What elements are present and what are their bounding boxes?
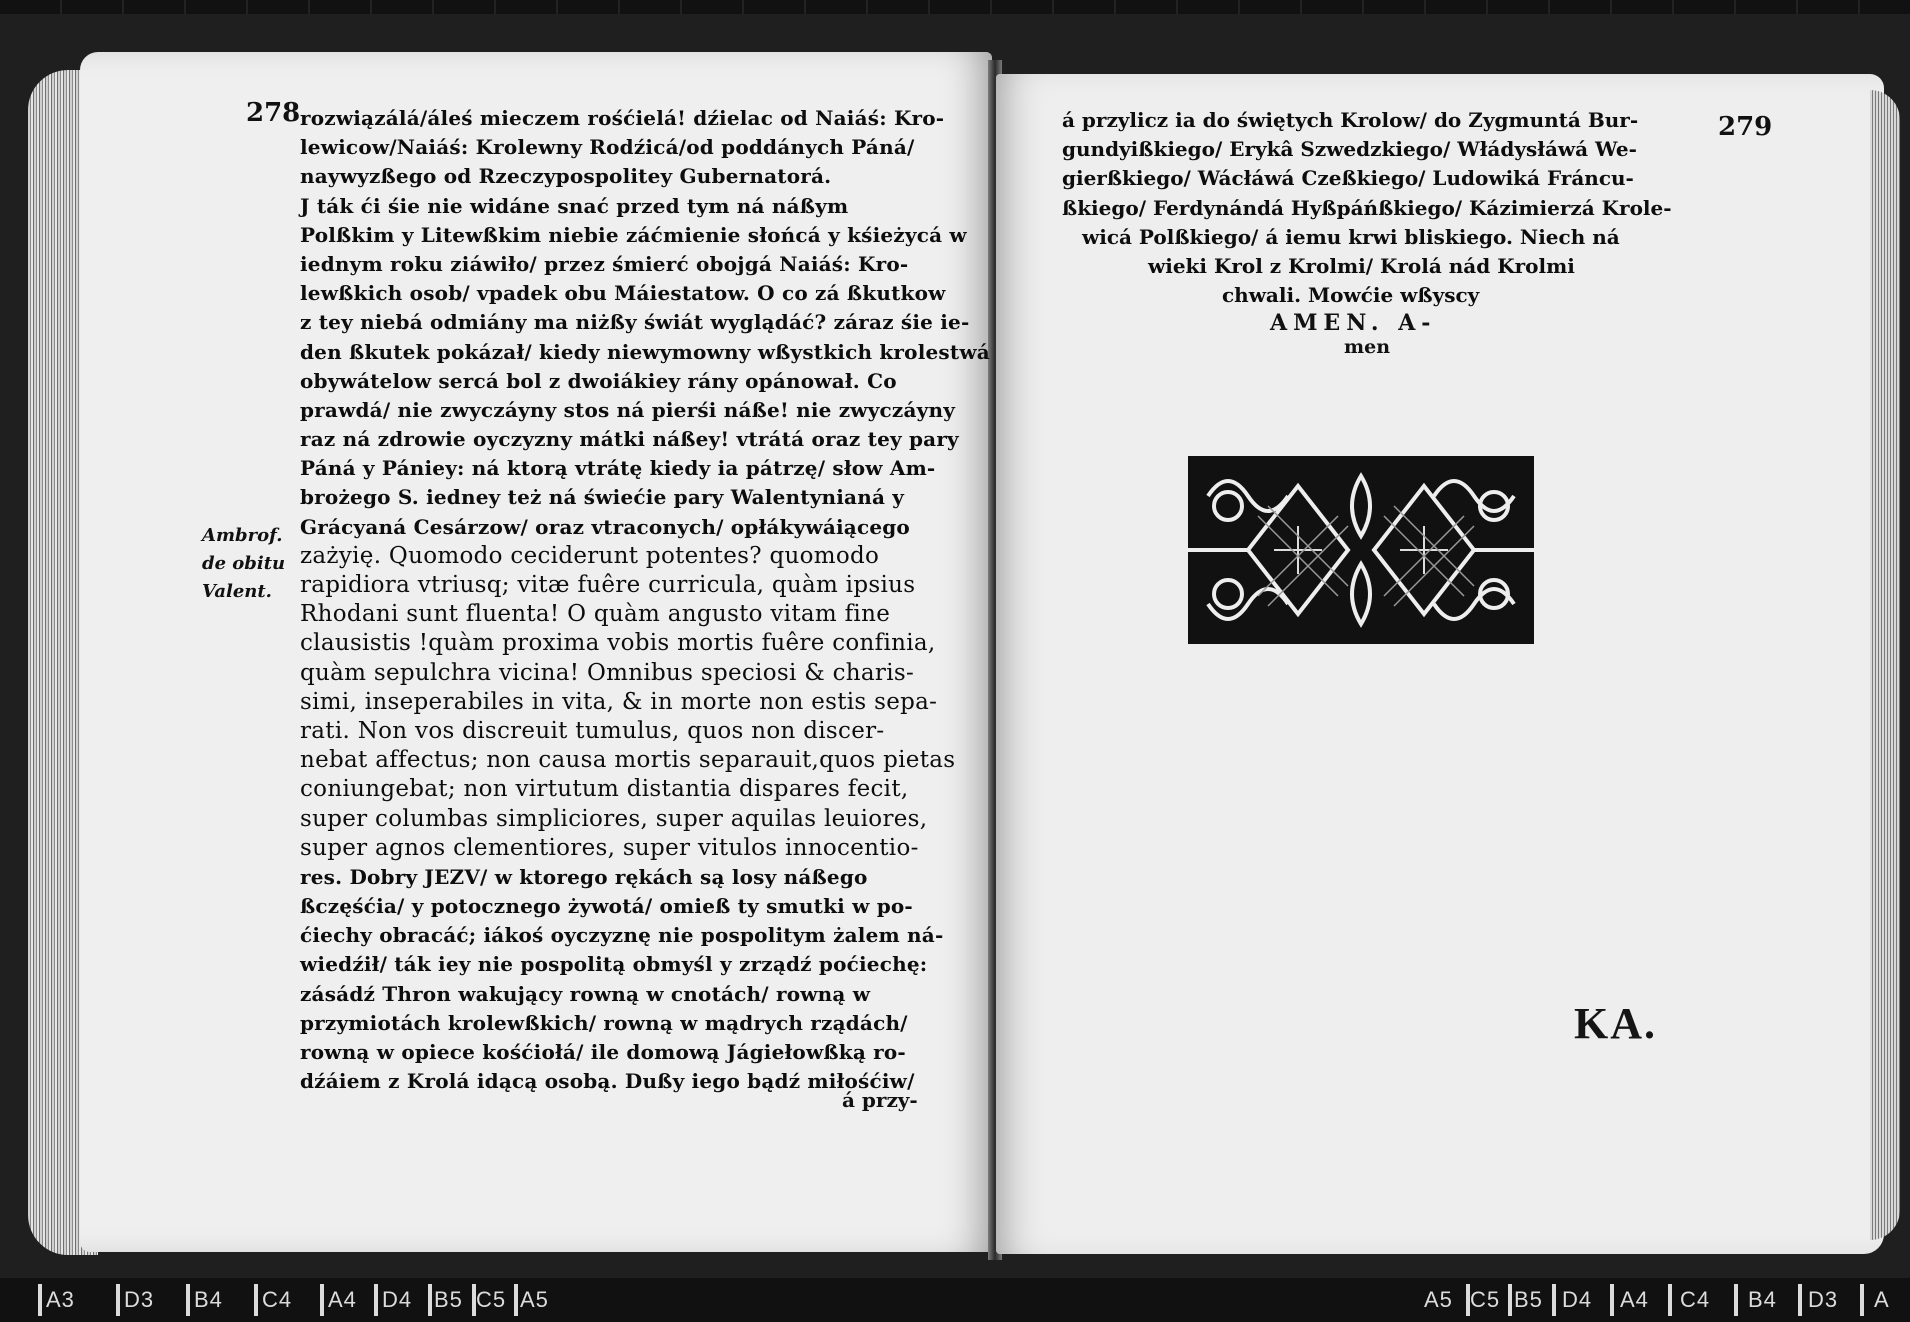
strip-label: C5 bbox=[1470, 1287, 1501, 1312]
text-line: super columbas simpliciores, super aquilas leuiores, bbox=[300, 805, 928, 832]
text-line: iednym roku ziáwiło/ przez śmierć obojgá Naiáś: Kro- bbox=[300, 251, 909, 276]
text-line: z tey niebá odmiány ma niżßy świát wyglądáć? záraz śie ie- bbox=[300, 310, 970, 335]
amen-block bbox=[1270, 310, 1436, 358]
strip-label: A5 bbox=[1424, 1287, 1453, 1312]
strip-divider bbox=[1610, 1284, 1614, 1316]
strip-label: B5 bbox=[434, 1287, 463, 1312]
text-line: Polßkim y Litewßkim niebie záćmienie słońcá y kśieżycá w bbox=[300, 222, 967, 247]
right-page-number: 279 bbox=[1718, 112, 1773, 142]
strip-label: D4 bbox=[382, 1287, 413, 1312]
strip-divider bbox=[1668, 1284, 1672, 1316]
marginal-note-line: de obitu bbox=[202, 553, 286, 574]
text-line: super agnos clementiores, super vitulos innocentio- bbox=[300, 834, 919, 861]
strip-divider bbox=[1552, 1284, 1556, 1316]
text-line: Rhodani sunt fluenta! O quàm angusto vitam fine bbox=[300, 601, 891, 628]
strip-divider bbox=[428, 1284, 432, 1316]
text-line: ßczęśćia/ y potocznego żywotá/ omieß ty smutki w po- bbox=[300, 894, 913, 919]
strip-label: D3 bbox=[1808, 1287, 1839, 1312]
strip-label: C4 bbox=[262, 1287, 293, 1312]
text-line: á przylicz ia do świętych Krolow/ do Zygmuntá Bur- bbox=[1062, 108, 1639, 132]
strip-divider bbox=[374, 1284, 378, 1316]
strip-label: A4 bbox=[328, 1287, 357, 1312]
text-line: rowną w opiece kośćiołá/ ile domową Jágiełowßką ro- bbox=[300, 1040, 906, 1064]
strip-label: A3 bbox=[46, 1287, 75, 1312]
marginal-note-line: Valent. bbox=[202, 581, 272, 602]
left-catchword: á przy- bbox=[842, 1088, 918, 1112]
text-line: rapidiora vtriusq; vitæ fuêre curricula, quàm ipsius bbox=[300, 572, 916, 598]
strip-label: A5 bbox=[520, 1287, 549, 1312]
strip-divider bbox=[1734, 1284, 1738, 1316]
text-line: naywyzßego od Rzeczypospolitey Gubernatorá. bbox=[300, 164, 832, 189]
text-line: raz ná zdrowie oyczyzny mátki náßey! vtrátá oraz tey pary bbox=[300, 427, 959, 452]
strip-label: A4 bbox=[1620, 1287, 1649, 1312]
text-line: rati. Non vos discreuit tumulus, quos non discer- bbox=[300, 717, 885, 744]
marginal-note-line: Ambrof. bbox=[202, 525, 283, 546]
text-line: res. Dobry JEZV/ w ktorego rękách są losy náßego bbox=[300, 864, 868, 889]
text-line: lewßkich osob/ vpadek obu Máiestatow. O co zá ßkutkow bbox=[300, 281, 946, 306]
text-line: Páná y Pániey: ná ktorą vtrátę kiedy ia pátrzę/ słow Am- bbox=[300, 456, 936, 481]
strip-label: B4 bbox=[1748, 1287, 1777, 1312]
text-line: clausistis !quàm proxima vobis mortis fuêre confinia, bbox=[300, 630, 936, 657]
strip-label: B4 bbox=[194, 1287, 223, 1312]
text-line: chwali. Mowćie wßyscy bbox=[1222, 283, 1480, 308]
strip-label: C5 bbox=[476, 1287, 507, 1312]
strip-label: C4 bbox=[1680, 1287, 1711, 1312]
text-line: wiedźił/ ták iey nie pospolitą obmyśl y zrządź poćiechę: bbox=[300, 952, 928, 977]
text-line: J ták ći śie nie widáne snać przed tym ná náßym bbox=[300, 193, 849, 218]
strip-divider bbox=[1860, 1284, 1864, 1316]
strip-divider bbox=[116, 1284, 120, 1316]
right-catchword: KA. bbox=[1574, 999, 1657, 1048]
marginal-note bbox=[202, 522, 285, 606]
text-line: prawdá/ nie zwyczáyny stos ná pierśi náße! nie zwyczáyny bbox=[300, 397, 956, 422]
text-line: przymiotách krolewßkich/ rowną w mądrych rządách/ bbox=[300, 1010, 908, 1035]
text-line: obywátelow sercá bol z dwoiákiey rány opánował. Co bbox=[300, 368, 897, 393]
text-line: quàm sepulchra vicina! Omnibus speciosi & charis- bbox=[300, 659, 915, 686]
text-line: ćiechy obracáć; iákoś oyczyznę nie pospolitym żalem ná- bbox=[300, 923, 944, 948]
text-line: rozwiązálá/áleś mieczem rośćielá! dźielac od Naiáś: Kro- bbox=[300, 106, 945, 130]
text-line: brożego S. iedney też ná świećie pary Walentynianá y bbox=[300, 485, 905, 510]
text-line: nebat affectus; non causa mortis separauit,quos pietas bbox=[300, 747, 956, 774]
text-line: zásádź Thron wakujący rowną w cnotách/ rowną w bbox=[300, 981, 871, 1006]
top-film-edge bbox=[0, 0, 1910, 14]
text-line: wicá Polßkiego/ á iemu krwi bliskiego. Niech ná bbox=[1082, 224, 1620, 249]
amen-continuation: men bbox=[1344, 336, 1391, 358]
text-line: coniungebat; non virtutum distantia dispares fecit, bbox=[300, 776, 909, 803]
book-fore-edge-right bbox=[1870, 90, 1900, 1240]
text-line: ßkiego/ Ferdynándá Hyßpáńßkiego/ Kázimierzá Krole- bbox=[1062, 195, 1672, 220]
text-line: zażyię. Quomodo ceciderunt potentes? quomodo bbox=[300, 542, 880, 569]
strip-divider bbox=[38, 1284, 42, 1316]
strip-label: D4 bbox=[1562, 1287, 1593, 1312]
strip-label: B5 bbox=[1514, 1287, 1543, 1312]
text-line: den ßkutek pokázał/ kiedy niewymowny wßystkich krolestwá bbox=[300, 339, 990, 364]
right-page-text bbox=[1062, 106, 1672, 310]
strip-label: D3 bbox=[124, 1287, 155, 1312]
strip-divider bbox=[514, 1284, 518, 1316]
left-page-text bbox=[300, 104, 990, 1096]
strip-divider bbox=[186, 1284, 190, 1316]
text-line: wieki Krol z Krolmi/ Krolá nád Krolmi bbox=[1148, 253, 1575, 278]
left-page-number: 278 bbox=[246, 98, 301, 128]
text-line: gierßkiego/ Wácłáwá Czeßkiego/ Ludowiká Fráncu- bbox=[1062, 166, 1634, 191]
woodcut-ornament bbox=[1188, 456, 1534, 644]
strip-divider bbox=[320, 1284, 324, 1316]
strip-divider bbox=[254, 1284, 258, 1316]
text-line: lewicow/Naiáś: Krolewny Rodźicá/od poddánych Páná/ bbox=[300, 135, 915, 160]
text-line: dźáiem z Krolá idącą osobą. Dußy iego bądź miłośćiw/ bbox=[300, 1069, 915, 1094]
strip-divider bbox=[1508, 1284, 1512, 1316]
text-line: simi, inseperabiles in vita, & in morte non estis sepa- bbox=[300, 688, 938, 715]
text-line: gundyißkiego/ Erykâ Szwedzkiego/ Włádysłáwá We- bbox=[1062, 137, 1637, 162]
text-line: Grácyaná Cesárzow/ oraz vtraconych/ opłákywáiącego bbox=[300, 514, 910, 539]
strip-label: A bbox=[1874, 1287, 1890, 1312]
amen-line: AMEN. A- bbox=[1270, 310, 1437, 336]
strip-divider bbox=[1798, 1284, 1802, 1316]
